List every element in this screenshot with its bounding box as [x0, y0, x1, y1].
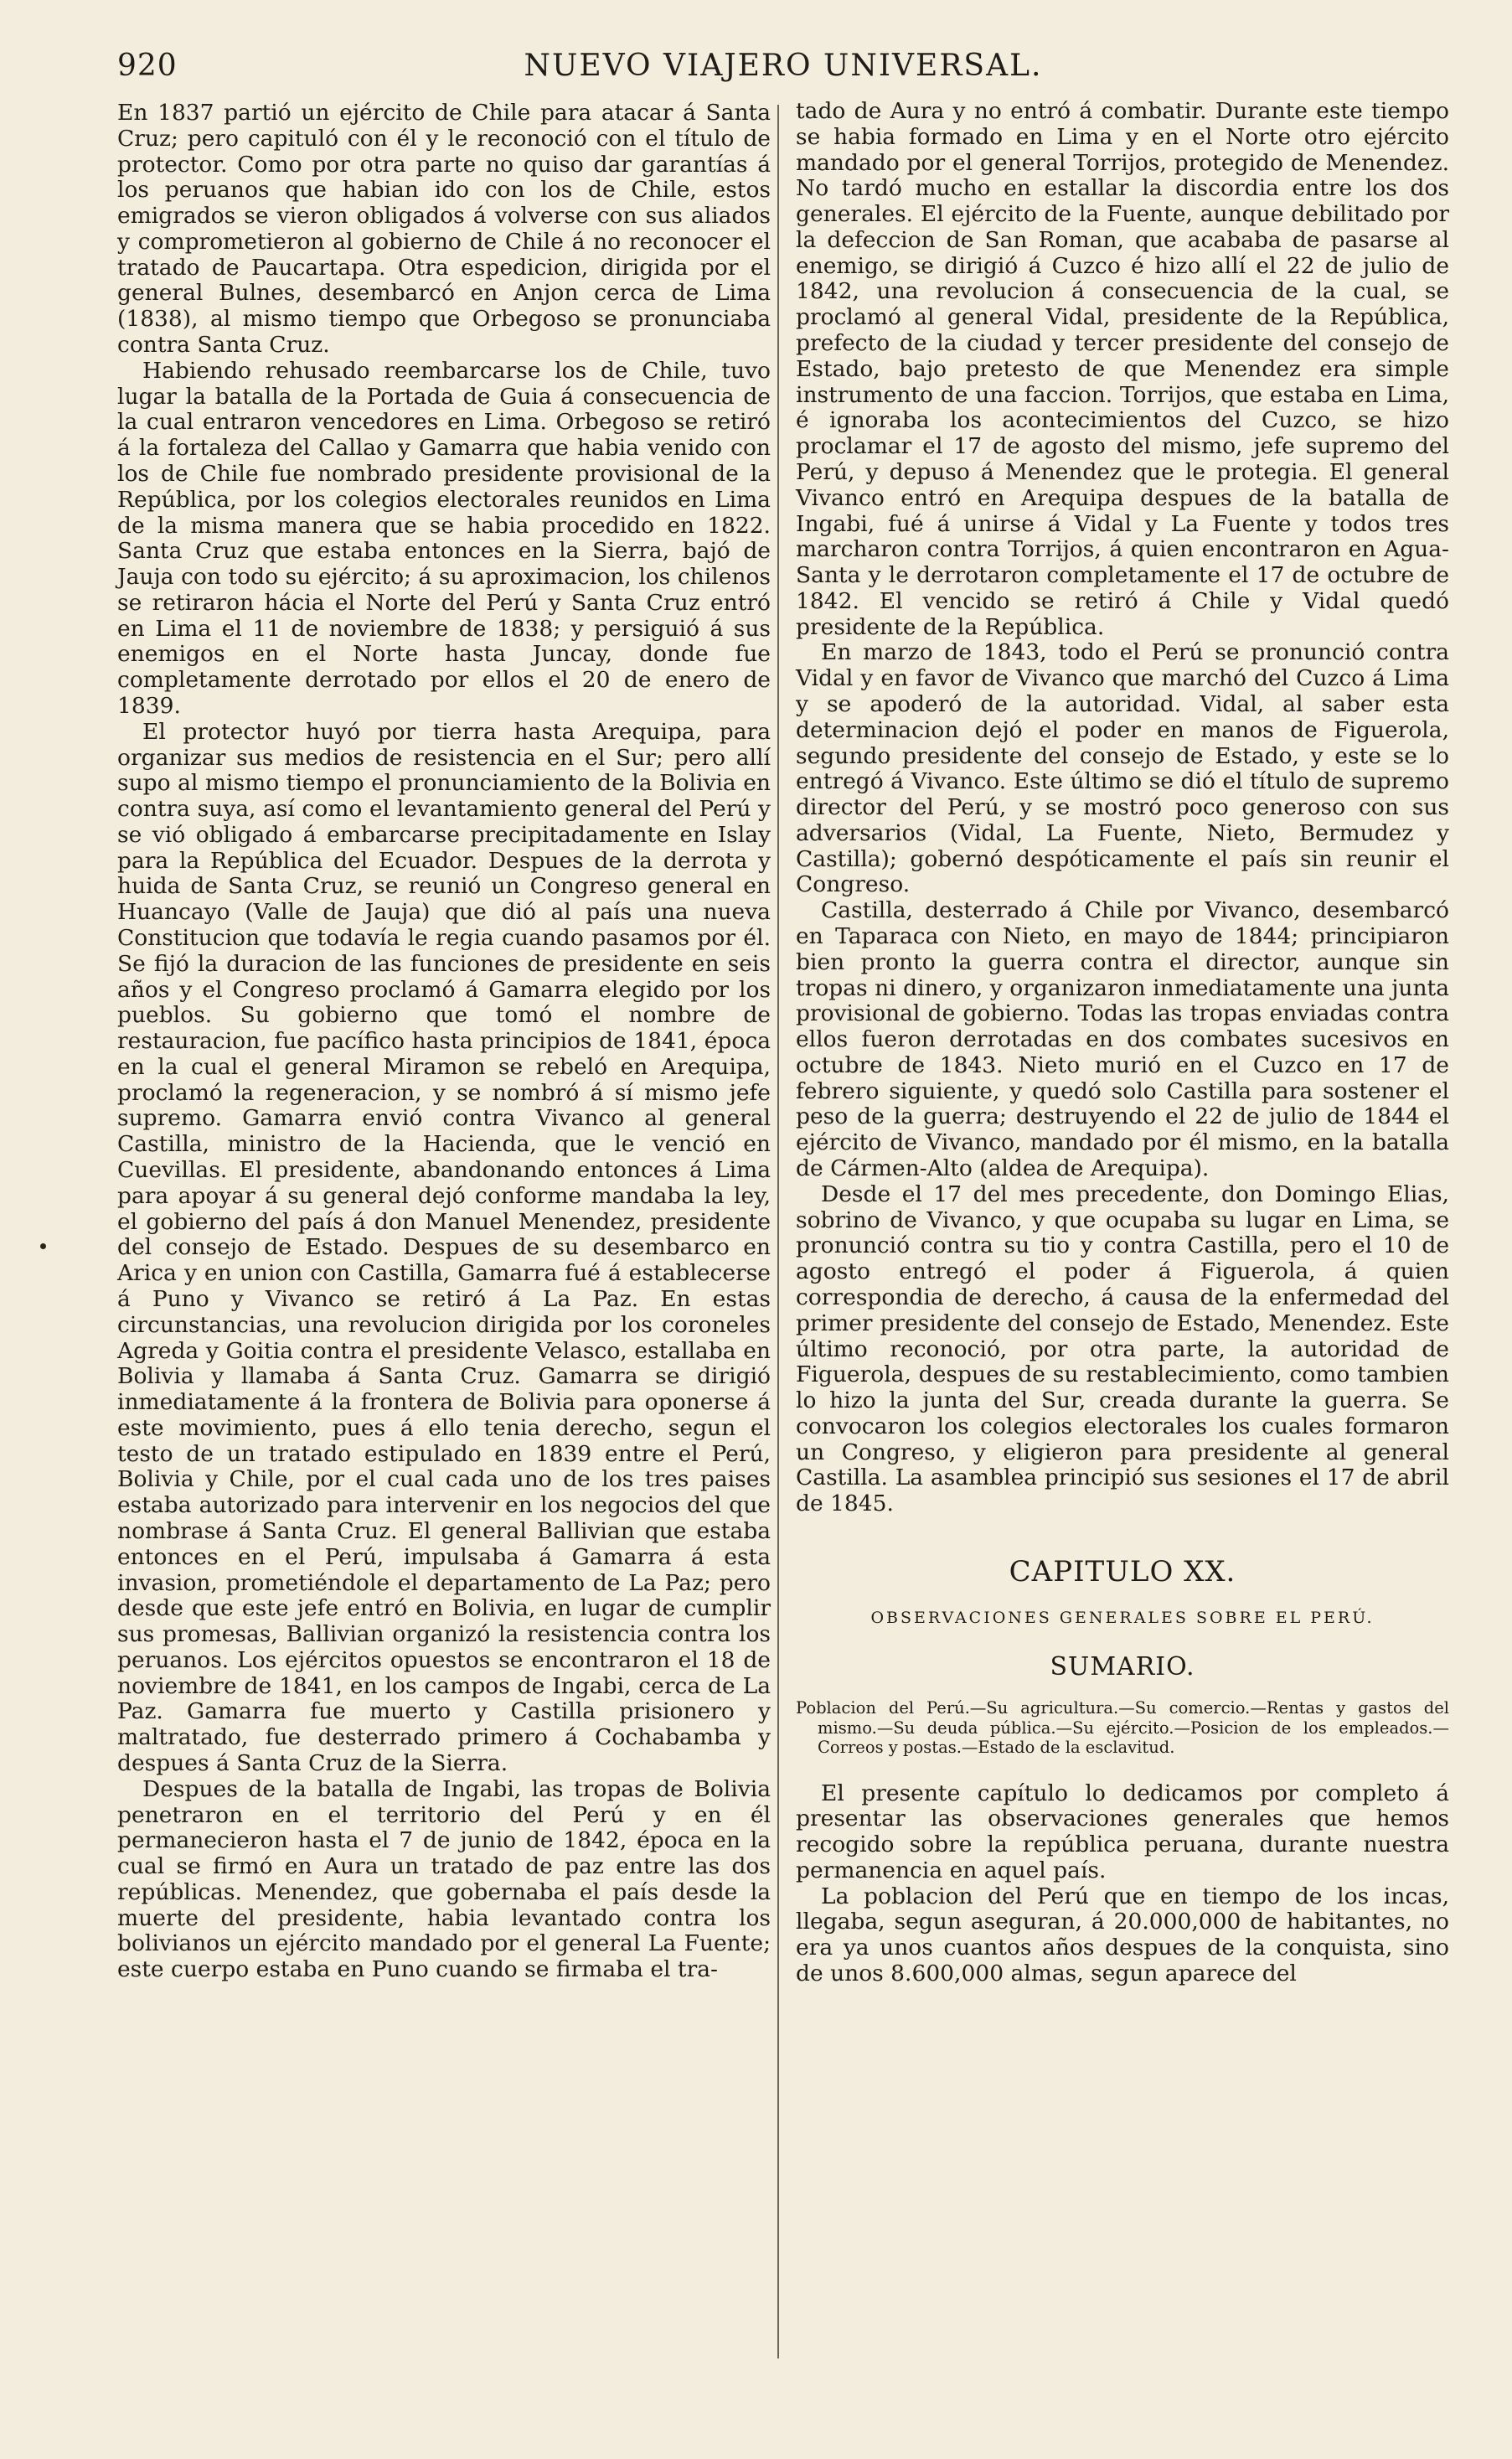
- margin-mark: [40, 1243, 46, 1249]
- right-column: [796, 99, 1449, 1987]
- paragraph: tado de Aura y no entró á combatir. Durante este tiempo se habia formado en Lima y en el Norte otro ejército mandado por el general Torrijos, protegido de Menendez. No tardó mucho en estallar la discordia entre los dos generales. El ejército de la Fuente, aunque debilitado por la defeccion de San Roman, que acababa de pasarse al enemigo, se dirigió á Cuzco é hizo allí el 22 de julio de 1842, una revolucion á consecuencia de la cual, se proclamó al general Vidal, presidente de la República, prefecto de la ciudad y tercer presidente del consejo de Estado, bajo pretesto de que Menendez era simple instrumento de una faccion. Torrijos, que estaba en Lima, é ignoraba los acontecimientos del Cuzco, se hizo proclamar el 17 de agosto del mismo, jefe supremo del Perú, y depuso á Menendez que le protegia. El general Vivanco entró en Arequipa despues de la batalla de Ingabi, fué á unirse á Vidal y La Fuente y todos tres marcharon contra Torrijos, á quien encontraron en Agua-Santa y le derrotaron completamente el 17 de octubre de 1842. El vencido se retiró á Chile y Vidal quedó presidente de la República.: [796, 98, 1449, 640]
- paragraph: Habiendo rehusado reembarcarse los de Chile, tuvo lugar la batalla de la Portada de Guia á consecuencia de la cual entraron vencedores en Lima. Orbegoso se retiró á la fortaleza del Callao y Gamarra que habia venido con los de Chile fue nombrado presidente provisional de la República, por los colegios electorales reunidos en Lima de la misma manera que se habia procedido en 1822. Santa Cruz que estaba entonces en la Sierra, bajó de Jauja con todo su ejército; á su aproximacion, los chilenos se retiraron hácia el Norte del Perú y Santa Cruz entró en Lima el 11 de noviembre de 1838; y persiguió á sus enemigos en el Norte hasta Juncay, donde fue completamente derrotado por ellos el 20 de enero de 1839.: [117, 357, 771, 719]
- summary-block: [796, 1698, 1449, 1757]
- paragraph: En marzo de 1843, todo el Perú se pronunció contra Vidal y en favor de Vivanco que marchó del Cuzco á Lima y se apoderó de la autoridad. Vidal, al saber esta determinacion dejó el poder en manos de Figuerola, segundo presidente del consejo de Estado, y este se lo entregó á Vivanco. Este último se dió el título de supremo director del Perú, y se mostró poco generoso con sus adversarios (Vidal, La Fuente, Nieto, Bermudez y Castilla); gobernó despóticamente el país sin reunir el Congreso.: [796, 639, 1449, 898]
- chapter-title: CAPITULO XX.: [1009, 1554, 1236, 1589]
- paragraph: La poblacion del Perú que en tiempo de los incas, llegaba, segun aseguran, á 20.000,000 de habitantes, no era ya unos cuantos años despues de la conquista, sino de unos 8.600,000 almas, segun aparece del: [796, 1883, 1449, 1987]
- chapter-subtitle: OBSERVACIONES GENERALES SOBRE EL PERÚ.: [870, 1609, 1375, 1628]
- page-header: [117, 49, 1449, 90]
- running-title: NUEVO VIAJERO UNIVERSAL.: [524, 49, 1043, 83]
- summary-heading: SUMARIO.: [1050, 1651, 1195, 1682]
- paragraph: El protector huyó por tierra hasta Arequipa, para organizar sus medios de resistencia en el Sur; pero allí supo al mismo tiempo el pronunciamiento de la Bolivia en contra suya, así como el levantamiento general del Perú y se vió obligado á embarcarse precipitadamente en Islay para la República del Ecuador. Despues de la derrota y huida de Santa Cruz, se reunió un Congreso general en Huancayo (Valle de Jauja) que dió al país una nueva Constitucion que todavía le regia cuando pasamos por él. Se fijó la duracion de las funciones de presidente en seis años y el Congreso proclamó á Gamarra elegido por los pueblos. Su gobierno que tomó el nombre de restauracion, fue pacífico hasta principios de 1841, época en la cual el general Miramon se rebeló en Arequipa, proclamó la regeneracion, y se nombró á sí mismo jefe supremo. Gamarra envió contra Vivanco al general Castilla, ministro de la Hacienda, que le venció en Cuevillas. El presidente, abandonando entonces á Lima para apoyar á su general dejó conforme mandaba la ley, el gobierno del país á don Manuel Menendez, presidente del consejo de Estado. Despues de su desembarco en Arica y en union con Castilla, Gamarra fué á establecerse á Puno y Vivanco se retiró á La Paz. En estas circunstancias, una revolucion dirigida por los coroneles Agreda y Goitia contra el presidente Velasco, estallaba en Bolivia y llamaba á Santa Cruz. Gamarra se dirigió inmediatamente á la frontera de Bolivia para oponerse á este movimiento, pues á ello tenia derecho, segun el testo de un tratado estipulado en 1839 entre el Perú, Bolivia y Chile, por el cual cada uno de los tres paises estaba autorizado para intervenir en los negocios del que nombrase á Santa Cruz. El general Ballivian que estaba entonces en el Perú, impulsaba á Gamarra á esta invasion, prometiéndole el departamento de La Paz; pero desde que este jefe entró en Bolivia, en lugar de cumplir sus promesas, Ballivian organizó la resistencia contra los peruanos. Los ejércitos opuestos se encontraron el 18 de noviembre de 1841, en los campos de Ingabi, cerca de La Paz. Gamarra fue muerto y Castilla prisionero y maltratado, fue desterrado primero á Cochabamba y despues á Santa Cruz de la Sierra.: [117, 718, 771, 1776]
- paragraph: Desde el 17 del mes precedente, don Domingo Elias, sobrino de Vivanco, y que ocupaba su lugar en Lima, se pronunció contra su tio y contra Castilla, pero el 10 de agosto entregó el poder á Figuerola, á quien correspondia de derecho, á causa de la enfermedad del primer presidente del consejo de Estado, Menendez. Este último reconoció, por otra parte, la autoridad de Figuerola, despues de su restablecimiento, como tambien lo hizo la junta del Sur, creada durante la guerra. Se convocaron los colegios electorales los cuales formaron un Congreso, y eligieron para presidente al general Castilla. La asamblea principió sus sesiones el 17 de abril de 1845.: [796, 1180, 1449, 1517]
- left-column: [117, 101, 771, 1983]
- summary-text: Poblacion del Perú.—Su agricultura.—Su comercio.—Rentas y gastos del mismo.—Su deuda pública.—Su ejército.—Posicion de los empleados.—Correos y postas.—Estado de la esclavitud.: [796, 1698, 1449, 1758]
- paragraph: En 1837 partió un ejército de Chile para atacar á Santa Cruz; pero capituló con él y le reconoció con el título de protector. Como por otra parte no quiso dar garantías á los peruanos que habian ido con los de Chile, estos emigrados se vieron obligados á volverse con sus aliados y comprometieron al gobierno de Chile á no reconocer el tratado de Paucartapa. Otra espedicion, dirigida por el general Bulnes, desembarcó en Anjon cerca de Lima (1838), al mismo tiempo que Orbegoso se pronunciaba contra Santa Cruz.: [117, 100, 771, 359]
- page-number: 920: [117, 49, 178, 83]
- column-divider: [777, 105, 779, 2358]
- paragraph: Castilla, desterrado á Chile por Vivanco, desembarcó en Taparaca con Nieto, en mayo de 1844; principiaron bien pronto la guerra contra el director, aunque sin tropas ni dinero, y organizaron inmediatamente una junta provisional de gobierno. Todas las tropas enviadas contra ellos fueron derrotadas en dos combates sucesivos en octubre de 1843. Nieto murió en el Cuzco en 17 de febrero siguiente, y quedó solo Castilla para sostener el peso de la guerra; destruyendo el 22 de julio de 1844 el ejército de Vivanco, mandado por él mismo, en la batalla de Cármen-Alto (aldea de Arequipa).: [796, 897, 1449, 1182]
- paragraph: El presente capítulo lo dedicamos por completo á presentar las observaciones generales que hemos recogido sobre la república peruana, durante nuestra permanencia en aquel país.: [796, 1780, 1449, 1883]
- paragraph: Despues de la batalla de Ingabi, las tropas de Bolivia penetraron en el territorio del Perú y en él permanecieron hasta el 7 de junio de 1842, época en la cual se firmó en Aura un tratado de paz entre las dos repúblicas. Menendez, que gobernaba el país desde la muerte del presidente, habia levantado contra los bolivianos un ejército mandado por el general La Fuente; este cuerpo estaba en Puno cuando se firmaba el tra-: [117, 1775, 771, 1983]
